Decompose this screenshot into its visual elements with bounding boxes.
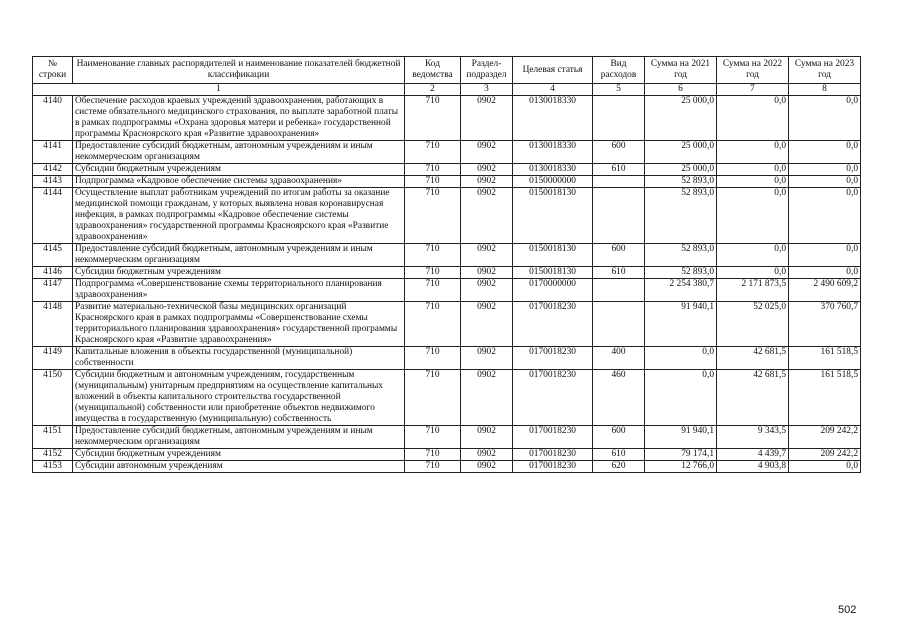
row-sum-2022: 2 171 873,5 — [717, 279, 789, 302]
row-sum-2023: 2 490 609,2 — [789, 279, 861, 302]
row-target: 0170018230 — [513, 461, 593, 473]
row-sum-2023: 0,0 — [789, 176, 861, 188]
row-sum-2022: 0,0 — [717, 141, 789, 164]
row-section: 0902 — [461, 449, 513, 461]
row-name: Предоставление субсидий бюджетным, автономным учреждениям и иным некоммерческим организациям — [73, 244, 405, 267]
row-target: 0150018130 — [513, 267, 593, 279]
row-name: Развитие материально-технической базы медицинских организаций Красноярского края в рамках подпрограммы «Совершенствование схемы территориального планирования здравоохранения» государственной программы Красноярского края «Развитие здравоохранения» — [73, 302, 405, 347]
row-number: 4147 — [33, 279, 73, 302]
table-row — [33, 370, 861, 426]
row-sum-2022: 0,0 — [717, 244, 789, 267]
row-number: 4150 — [33, 370, 73, 426]
row-sum-2023: 0,0 — [789, 244, 861, 267]
row-target: 0150018130 — [513, 244, 593, 267]
row-expense: 620 — [593, 461, 645, 473]
column-number: 7 — [717, 84, 789, 96]
row-number: 4152 — [33, 449, 73, 461]
table-body — [33, 96, 861, 473]
row-expense — [593, 176, 645, 188]
row-section: 0902 — [461, 188, 513, 244]
row-expense: 600 — [593, 426, 645, 449]
row-code: 710 — [405, 370, 461, 426]
row-sum-2021: 0,0 — [645, 347, 717, 370]
row-name: Субсидии бюджетным и автономным учреждениям, государственным (муниципальным) унитарным предприятиям на осуществление капитальных вложений в объекты капитального строительства государственной (муниципальной) собственности или приобретение объектов недвижимого имущества в государственную (муниципальную) собственность — [73, 370, 405, 426]
table-row — [33, 188, 861, 244]
table-row — [33, 426, 861, 449]
row-sum-2021: 91 940,1 — [645, 302, 717, 347]
table-row — [33, 302, 861, 347]
row-code: 710 — [405, 279, 461, 302]
budget-table — [32, 56, 861, 473]
row-sum-2023: 161 518,5 — [789, 370, 861, 426]
row-sum-2022: 0,0 — [717, 176, 789, 188]
row-sum-2021: 79 174,1 — [645, 449, 717, 461]
row-sum-2021: 52 893,0 — [645, 188, 717, 244]
row-target: 0150000000 — [513, 176, 593, 188]
header-sum-2021: Сумма на 2021 год — [645, 57, 717, 84]
row-sum-2021: 0,0 — [645, 370, 717, 426]
column-number: 6 — [645, 84, 717, 96]
row-name: Предоставление субсидий бюджетным, автономным учреждениям и иным некоммерческим организациям — [73, 426, 405, 449]
row-sum-2023: 0,0 — [789, 96, 861, 141]
row-section: 0902 — [461, 370, 513, 426]
header-expense: Вид расходов — [593, 57, 645, 84]
row-number: 4151 — [33, 426, 73, 449]
row-number: 4146 — [33, 267, 73, 279]
row-expense — [593, 279, 645, 302]
row-number: 4141 — [33, 141, 73, 164]
row-code: 710 — [405, 96, 461, 141]
table-row — [33, 461, 861, 473]
row-target: 0170018230 — [513, 302, 593, 347]
row-code: 710 — [405, 461, 461, 473]
row-sum-2022: 0,0 — [717, 267, 789, 279]
row-section: 0902 — [461, 347, 513, 370]
row-sum-2021: 91 940,1 — [645, 426, 717, 449]
row-number: 4145 — [33, 244, 73, 267]
table-row — [33, 141, 861, 164]
header-section: Раздел-подраздел — [461, 57, 513, 84]
row-expense: 600 — [593, 244, 645, 267]
row-name: Субсидии автономным учреждениям — [73, 461, 405, 473]
row-target: 0170000000 — [513, 279, 593, 302]
row-section: 0902 — [461, 426, 513, 449]
table-row — [33, 96, 861, 141]
row-sum-2022: 4 903,8 — [717, 461, 789, 473]
row-sum-2021: 52 893,0 — [645, 176, 717, 188]
row-name: Обеспечение расходов краевых учреждений здравоохранения, работающих в системе обязательного медицинского страхования, по выплате заработной платы в рамках подпрограммы «Охрана здоровья матери и ребенка» государственной программы Красноярского края «Развитие здравоохранения» — [73, 96, 405, 141]
row-code: 710 — [405, 267, 461, 279]
row-number: 4144 — [33, 188, 73, 244]
table-row — [33, 176, 861, 188]
row-code: 710 — [405, 244, 461, 267]
row-code: 710 — [405, 164, 461, 176]
row-expense: 610 — [593, 267, 645, 279]
row-sum-2021: 12 766,0 — [645, 461, 717, 473]
row-section: 0902 — [461, 244, 513, 267]
row-expense — [593, 188, 645, 244]
row-sum-2023: 209 242,2 — [789, 426, 861, 449]
column-number: 2 — [405, 84, 461, 96]
row-name: Осуществление выплат работникам учреждений по итогам работы за оказание медицинской помощи гражданам, у которых выявлена новая коронавирусная инфекция, в рамках подпрограммы «Кадровое обеспечение системы здравоохранения» государственной программы Красноярского края «Развитие здравоохранения» — [73, 188, 405, 244]
row-sum-2021: 25 000,0 — [645, 141, 717, 164]
row-sum-2023: 161 518,5 — [789, 347, 861, 370]
row-section: 0902 — [461, 267, 513, 279]
row-sum-2022: 0,0 — [717, 164, 789, 176]
row-sum-2023: 0,0 — [789, 141, 861, 164]
row-target: 0170018230 — [513, 347, 593, 370]
row-section: 0902 — [461, 302, 513, 347]
row-sum-2021: 2 254 380,7 — [645, 279, 717, 302]
row-expense: 610 — [593, 449, 645, 461]
column-number: 4 — [513, 84, 593, 96]
header-sum-2022: Сумма на 2022 год — [717, 57, 789, 84]
row-code: 710 — [405, 302, 461, 347]
header-row — [33, 57, 861, 84]
header-target: Целевая статья — [513, 57, 593, 84]
row-number: 4142 — [33, 164, 73, 176]
row-number: 4143 — [33, 176, 73, 188]
column-number: 5 — [593, 84, 645, 96]
row-name: Субсидии бюджетным учреждениям — [73, 164, 405, 176]
row-number: 4148 — [33, 302, 73, 347]
row-name: Субсидии бюджетным учреждениям — [73, 449, 405, 461]
row-target: 0130018330 — [513, 141, 593, 164]
row-expense: 400 — [593, 347, 645, 370]
row-section: 0902 — [461, 176, 513, 188]
row-code: 710 — [405, 141, 461, 164]
column-number: 1 — [33, 84, 405, 96]
row-name: Предоставление субсидий бюджетным, автономным учреждениям и иным некоммерческим организациям — [73, 141, 405, 164]
row-number: 4140 — [33, 96, 73, 141]
table-row — [33, 267, 861, 279]
row-sum-2022: 4 439,7 — [717, 449, 789, 461]
row-target: 0130018330 — [513, 96, 593, 141]
row-section: 0902 — [461, 96, 513, 141]
row-sum-2023: 209 242,2 — [789, 449, 861, 461]
row-number: 4153 — [33, 461, 73, 473]
row-expense — [593, 96, 645, 141]
row-target: 0130018330 — [513, 164, 593, 176]
header-name: Наименование главных распорядителей и наименование показателей бюджетной классификации — [73, 57, 405, 84]
row-section: 0902 — [461, 164, 513, 176]
row-sum-2021: 52 893,0 — [645, 267, 717, 279]
row-target: 0170018230 — [513, 449, 593, 461]
row-target: 0170018230 — [513, 426, 593, 449]
row-code: 710 — [405, 176, 461, 188]
row-name: Субсидии бюджетным учреждениям — [73, 267, 405, 279]
row-sum-2023: 0,0 — [789, 461, 861, 473]
table-row — [33, 347, 861, 370]
row-target: 0150018130 — [513, 188, 593, 244]
column-number: 3 — [461, 84, 513, 96]
table-row — [33, 279, 861, 302]
row-sum-2022: 9 343,5 — [717, 426, 789, 449]
row-sum-2022: 42 681,5 — [717, 370, 789, 426]
row-sum-2021: 25 000,0 — [645, 96, 717, 141]
header-row-no: № строки — [33, 57, 73, 84]
row-section: 0902 — [461, 461, 513, 473]
table-row — [33, 244, 861, 267]
row-code: 710 — [405, 347, 461, 370]
row-sum-2022: 52 025,0 — [717, 302, 789, 347]
row-expense — [593, 302, 645, 347]
header-code: Код ведомства — [405, 57, 461, 84]
column-number: 8 — [789, 84, 861, 96]
table-row — [33, 449, 861, 461]
row-sum-2021: 52 893,0 — [645, 244, 717, 267]
row-code: 710 — [405, 426, 461, 449]
row-sum-2023: 0,0 — [789, 267, 861, 279]
row-code: 710 — [405, 449, 461, 461]
table-row — [33, 164, 861, 176]
row-target: 0170018230 — [513, 370, 593, 426]
row-expense: 610 — [593, 164, 645, 176]
row-sum-2022: 42 681,5 — [717, 347, 789, 370]
row-name: Подпрограмма «Совершенствование схемы территориального планирования здравоохранения» — [73, 279, 405, 302]
row-number: 4149 — [33, 347, 73, 370]
row-sum-2022: 0,0 — [717, 96, 789, 141]
row-sum-2023: 0,0 — [789, 188, 861, 244]
column-number-row — [33, 84, 861, 96]
row-name: Капитальные вложения в объекты государственной (муниципальной) собственности — [73, 347, 405, 370]
row-code: 710 — [405, 188, 461, 244]
row-section: 0902 — [461, 279, 513, 302]
row-section: 0902 — [461, 141, 513, 164]
row-sum-2023: 370 760,7 — [789, 302, 861, 347]
row-name: Подпрограмма «Кадровое обеспечение системы здравоохранения» — [73, 176, 405, 188]
row-expense: 460 — [593, 370, 645, 426]
row-sum-2022: 0,0 — [717, 188, 789, 244]
row-sum-2023: 0,0 — [789, 164, 861, 176]
page-number: 502 — [838, 604, 857, 616]
header-sum-2023: Сумма на 2023 год — [789, 57, 861, 84]
row-sum-2021: 25 000,0 — [645, 164, 717, 176]
row-expense: 600 — [593, 141, 645, 164]
